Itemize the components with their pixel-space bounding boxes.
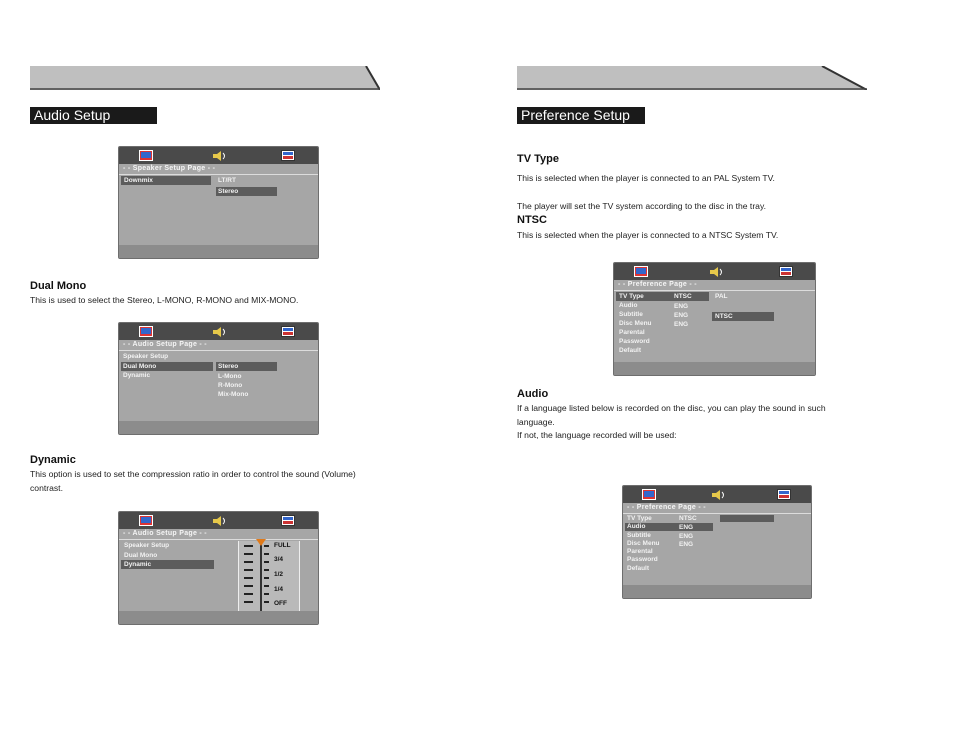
option-l-mono[interactable]: L-Mono (218, 373, 242, 380)
tv-icon (634, 266, 648, 277)
slider-tick (264, 593, 269, 595)
slider-tick (264, 553, 269, 555)
menu-item-parental[interactable]: Parental (627, 548, 653, 555)
slider-tick (244, 561, 253, 563)
slider-tick (264, 545, 269, 547)
screen-title: - - Audio Setup Page - - (123, 341, 207, 348)
osd-status-bar (623, 585, 811, 598)
menu-item-tv-type[interactable]: TV Type (619, 293, 644, 300)
menu-item-subtitle[interactable]: Subtitle (619, 311, 643, 318)
speaker-icon (211, 150, 225, 161)
slider-tick (244, 545, 253, 547)
slider-tick (264, 585, 269, 587)
osd-status-bar (119, 245, 318, 258)
dual-mono-heading: Dual Mono (30, 280, 87, 292)
audio-setup-screen-dynamic (118, 511, 319, 625)
screen-title: - - Preference Page - - (627, 504, 706, 511)
section-title-audio-setup: Audio Setup (30, 107, 157, 124)
value-subtitle: ENG (674, 312, 689, 319)
preference-icon (777, 489, 791, 500)
tv-type-heading: TV Type (517, 153, 559, 165)
menu-item-default[interactable]: Default (619, 347, 642, 354)
preference-screen-tv-type (613, 262, 816, 376)
value-disc-menu: ENG (674, 321, 689, 328)
ntsc-heading: NTSC (517, 214, 547, 226)
option-ltrt[interactable]: LT/RT (218, 177, 236, 184)
option-pal[interactable]: PAL (715, 293, 728, 300)
divider (119, 350, 318, 351)
menu-item-dual-mono[interactable]: Dual Mono (124, 552, 158, 559)
menu-item-subtitle[interactable]: Subtitle (627, 532, 651, 539)
dual-mono-text: This is used to select the Stereo, L-MONO, R-MONO and MIX-MONO. (30, 295, 299, 305)
osd-status-bar (119, 611, 318, 624)
audio-heading: Audio (517, 388, 549, 400)
value-tv-type: NTSC (674, 293, 692, 300)
divider (119, 174, 318, 175)
speaker-icon (211, 515, 225, 526)
menu-item-disc-menu[interactable]: Disc Menu (627, 540, 660, 547)
menu-item-speaker-setup[interactable]: Speaker Setup (123, 353, 169, 360)
option-mix-mono[interactable]: Mix-Mono (218, 391, 249, 398)
preference-icon (281, 515, 295, 526)
slider-tick (244, 577, 253, 579)
osd-status-bar (614, 362, 815, 375)
dynamic-level-slider[interactable] (238, 541, 300, 611)
speaker-icon (708, 266, 722, 277)
preference-icon (281, 326, 295, 337)
option-stereo[interactable]: Stereo (218, 363, 239, 370)
screen-title: - - Preference Page - - (618, 281, 697, 288)
slider-tick (244, 553, 253, 555)
menu-item-default[interactable]: Default (627, 565, 650, 572)
menu-item-audio[interactable]: Audio (627, 523, 646, 530)
option-highlight (720, 515, 774, 522)
section-title-preference-setup: Preference Setup (517, 107, 645, 124)
value-tv-type: NTSC (679, 515, 697, 522)
value-audio: ENG (674, 303, 689, 310)
right-header-bar (517, 66, 867, 90)
slider-tick (244, 569, 253, 571)
divider (614, 290, 815, 291)
audio-setup-screen-dual-mono (118, 322, 319, 435)
menu-item-password[interactable]: Password (619, 338, 650, 345)
menu-item-dynamic[interactable]: Dynamic (124, 561, 152, 568)
slider-tick (244, 593, 253, 595)
left-header-bar (30, 66, 380, 90)
speaker-setup-screen (118, 146, 319, 259)
slider-tick (244, 601, 253, 603)
slider-track (260, 541, 262, 611)
tv-type-text: This is selected when the player is connected to an PAL System TV. (517, 173, 775, 183)
option-ntsc[interactable]: NTSC (715, 313, 733, 320)
option-r-mono[interactable]: R-Mono (218, 382, 243, 389)
auto-text: The player will set the TV system according to the disc in the tray. (517, 201, 767, 211)
menu-item-downmix[interactable]: Downmix (124, 177, 153, 184)
slider-tick (244, 585, 253, 587)
menu-item-dual-mono[interactable]: Dual Mono (123, 363, 157, 370)
speaker-icon (710, 489, 724, 500)
dynamic-text-line1: This option is used to set the compression ratio in order to control the sound (Volume) (30, 469, 356, 479)
preference-screen-audio (622, 485, 812, 599)
level-full-label: FULL (274, 542, 291, 549)
value-subtitle: ENG (679, 533, 694, 540)
menu-item-tv-type[interactable]: TV Type (627, 515, 652, 522)
tv-icon (642, 489, 656, 500)
audio-text-line3: If not, the language recorded will be used: (517, 430, 677, 440)
value-audio: ENG (679, 524, 694, 531)
tv-icon (139, 150, 153, 161)
slider-tick (264, 569, 269, 571)
menu-item-dynamic[interactable]: Dynamic (123, 372, 151, 379)
menu-item-password[interactable]: Password (627, 556, 658, 563)
preference-icon (779, 266, 793, 277)
ntsc-text: This is selected when the player is connected to a NTSC System TV. (517, 230, 779, 240)
slider-tick (264, 601, 269, 603)
audio-text-line2: language. (517, 417, 555, 427)
preference-icon (281, 150, 295, 161)
level-off-label: OFF (274, 600, 287, 607)
menu-item-speaker-setup[interactable]: Speaker Setup (124, 542, 170, 549)
osd-status-bar (119, 421, 318, 434)
option-stereo[interactable]: Stereo (218, 188, 239, 195)
screen-title: - - Audio Setup Page - - (123, 530, 207, 537)
menu-item-parental[interactable]: Parental (619, 329, 645, 336)
slider-tick (264, 561, 269, 563)
tv-icon (139, 515, 153, 526)
audio-text-line1: If a language listed below is recorded on the disc, you can play the sound in such (517, 403, 826, 413)
dynamic-heading: Dynamic (30, 454, 76, 466)
divider (623, 513, 811, 514)
dynamic-text-line2: contrast. (30, 483, 63, 493)
slider-tick (264, 577, 269, 579)
value-disc-menu: ENG (679, 541, 694, 548)
tv-icon (139, 326, 153, 337)
level-3-4-label: 3/4 (274, 556, 284, 563)
screen-title: - - Speaker Setup Page - - (123, 165, 216, 172)
speaker-icon (211, 326, 225, 337)
menu-item-audio[interactable]: Audio (619, 302, 638, 309)
divider (119, 539, 318, 540)
level-1-4-label: 1/4 (274, 586, 284, 593)
level-1-2-label: 1/2 (274, 571, 284, 578)
menu-item-disc-menu[interactable]: Disc Menu (619, 320, 652, 327)
